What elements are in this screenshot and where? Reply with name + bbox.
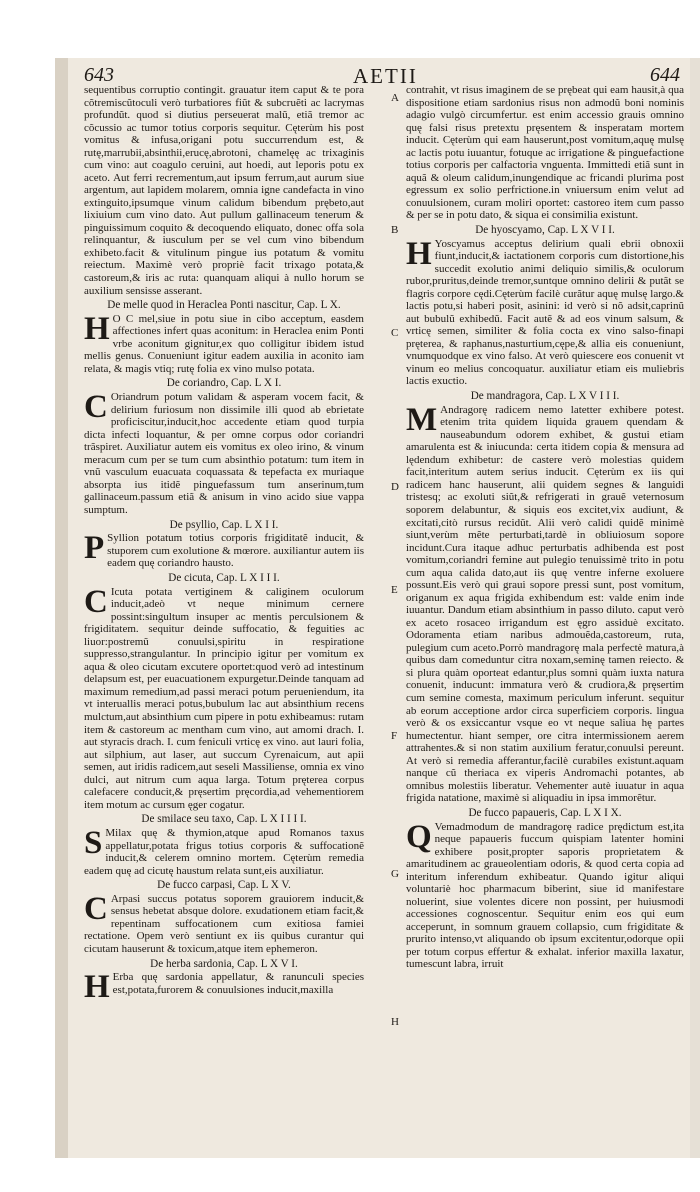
- chapter-heading: De cicuta, Cap. L X I I I.: [168, 571, 280, 584]
- drop-capital: C: [84, 890, 108, 927]
- page-edge-shadow: [690, 58, 700, 1158]
- margin-section-letter: G: [391, 868, 399, 880]
- drop-capital: C: [84, 583, 108, 620]
- paragraph-text: Andragorę radicem nemo latetter exhibere potest. etenim trita quidem liquida grauem quendam & nauseabundum odorem exhibet, & gustui etiam amarulenta est & iniucunda: certa itidem copia & mensura ad lędendum exhibetur: de castere verò molestias quidem facit,interitum autem serius inducit. Cęterùm ex iis qui radicem hanc hauserunt, alii quidem segnes & languidi tristesq; ac exoluti siũt,& refrigerati in grauẽ veternosum soporem delabuntur, & siquis eos excitet,vix audiunt, & excitati,citò rursus recidũt. Alii verò calidi quidẽ minimè siunt,verùm mẽte perturbati,tardè in obliuiosum sopore incidunt.Cura itaque adhuc perturbatis adhibenda est post vomitum,coriandri femine aut pulegio tenuissimè trito in potu cum aqua calida dato,aut iis quę ventre inferne exoluere possunt.Eis verò qui graui sopore pressi sunt, post vomitum, origanum ex aqua frigida exhibendum est: valde enim inde iuuantur. Dandum etiam absinthium in passo diluto. caput verò ex aceto rosaceo irrigandum est ęgro assiduè excitato. Odoramenta etiam naribus admouẽda,castoreum, ruta, pulegium cum aceto.Porrò mandragorę mala perfectè matura,à quibus dam comeduntur citra noxam,seminę tamen reiecto. & si plura quàm oporteat edantur,plus somni quàm iuxta natura conuenit, inducunt: immatura verò & crudiora,& pręsertim cum semine comesta, maximum periculum inferunt. sequitur ab eorum acceptione ardor circa superficiem corporis. lingua verò & os exsiccantur vsque eo vt neque saliua hę partes humectentur. hiant semper, ore citra intermissionem aerem attrahentes.& si non statim auxilium feratur,conuulsi pereunt. At verò si remedia afferantur,facilè curabiles existunt.aquam nanque cũ theriaca ex viperis Andromachi potantes, ab omnibus molestiis liberatur. Vehementer autè iuuatur in aqua frigida natatione, maximè si aliquadiu in ipsa immorẽtur.: [406, 403, 684, 805]
- paragraph-text: Milax quę & thymion,atque apud Romanos taxus appellatur,potata frigus totius corporis & suffocationẽ inducit,& celerem omnino mortem. Cęterùm remedia eadem quę ad cicutę haustum relata sunt,eis auxiliatur.: [84, 826, 364, 877]
- chapter-heading: De herba sardonia, Cap. L X V I.: [150, 957, 298, 970]
- margin-section-letter: D: [391, 481, 399, 493]
- chapter-heading: De fucco carpasi, Cap. L X V.: [157, 879, 291, 892]
- margin-section-letter: E: [391, 584, 398, 596]
- chapter-paragraph: [84, 310, 364, 376]
- drop-capital: M: [406, 401, 438, 438]
- chapter-paragraph: [406, 235, 684, 388]
- paragraph-text: Vemadmodum de mandragorę radice prędictum est,ita neque papaueris fuccum quispiam latenter homini exhibere posit,propter saporis proprietatem & amaritudinem ac graueolentiam odoris, & quod certa copia ad interitum inferendum exhibeatur. Quando igitur aliqui voluntariè hoc pharmacum biberint, siue id manifestare noluerint, siue volentes dicere non possint, per huiusmodi accessiones cognoscentur. Sequitur enim eos qui eum acceperunt, in somnum grauem collapsio, cum frigiditate & prurito intenso,vt aliquando ob ipsum excitentur,odorque opii per totum corpus effertur & exhalat. inferior maxilla laxatur, tumescunt labra, irruit: [406, 820, 684, 971]
- chapter-paragraph: [406, 401, 684, 805]
- paragraph-text: Syllion potatum totius corporis frigiditatẽ inducit, & stuporem cum exolutione & mœrore. auxiliantur autem iis eadem quę coriandro hausto.: [107, 532, 364, 570]
- margin-section-letter: H: [391, 1016, 399, 1028]
- drop-capital: C: [84, 389, 108, 426]
- paragraph-text: Icuta potata vertiginem & caliginem oculorum inducit,adeò vt neque minimum cernere possint:singultum insuper ac mentis perculsionem & frigiditatem. sequitur deinde suffocatio, & feguities ac liuor:postremũ conuulsi,spiritu in respiratione suppresso,strangulantur. In principio igitur per vomitum ex aqua & oleo cicutam excutere oportet:quod verò ad intestinum delapsum est, per euacuationem expurgetur.Deinde tanquam ad maximum remedium,ad passi meraci potum perueniendum, ita vt interuallis meraci potus,bubulum lac aut absinthium recens mulctum,aut absinthium cum pipere in potu exhibeamus: rutam item & castoreum ac mentham cum vino, aut amomi drach. I. aut styracis drach. I. cum feniculi vrticę ex vino. aut lauri folia, aut silphium, aut laser, aut succum Cyrenaicum, aut apii semen, aut iridis radicem,aut seseli Massiliense, omnia ex vino dulci, aut nitrum cum aqua larga. Totum pręterea corpus calefacere conducit,& pręsertim pręcordia,ad vehementiorem item motum ac cursum ęger cogatur.: [84, 585, 364, 811]
- drop-capital: H: [84, 310, 110, 347]
- chapter-heading: De psyllio, Cap. L X I I.: [169, 518, 279, 531]
- chapter-paragraph: [84, 824, 364, 877]
- page-gutter-shadow: [55, 58, 68, 1158]
- paragraph-text: Arpasi succus potatus soporem grauiorem inducit,& sensus hebetat absque dolore. exudationem etiam facit,& repentinam suffocationem cum exitiosa famiei rectatione. Opem verò sentiunt ex iis quibus curantur qui cicutam hauserunt & toxicum,atque item ephemeron.: [84, 892, 364, 955]
- drop-capital: Q: [406, 818, 432, 855]
- margin-section-letter: F: [391, 730, 398, 742]
- left-column: [84, 84, 364, 1006]
- chapter-heading: De fucco papaueris, Cap. L X I X.: [468, 806, 622, 819]
- paragraph: contrahit, vt risus imaginem de se prębeat qui eam hausit,à qua dispositione etiam sardonius risus non admodũ boni nominis adagio vulgò circumfertur. est enim accessio grauis omnino quę falsi risus pretextu pręsentem & insperatam mortem inducit. Cęterùm qui eam hauserunt,post vomitum,aquę mulsę ac lactis potu iuuantur, fotuque ac irrigatione & pinguefactione totius corporis per calfactoria vnguenta. Immittedi etiã sunt in aquã & oleum calidum,inungendique ac fricandi plurima post egressum ex solio perfrictione.in vniuersum enim velut ad conuulsionem, curam moliri oportet: castoreo item cum passo & per se in potu dato, & siqua ei consimilia existunt.: [406, 84, 684, 222]
- chapter-paragraph: [406, 818, 684, 971]
- running-title: AETII: [353, 64, 418, 88]
- chapter-paragraph: [84, 890, 364, 956]
- page-number-right: 644: [650, 64, 680, 86]
- chapter-paragraph: [84, 391, 364, 516]
- margin-section-letter: C: [391, 327, 399, 339]
- paragraph-text: Yoscyamus acceptus delirium quali ebrii obnoxii fiunt,inducit,& iactationem corporis cum distortione,his succedit exolutio animi deliquio similis,& oculorum rubor,pruritus,deinde tremor,suntque omnino delirii & putãt se flagris corpore cędi.Cęterùm facilè curãtur aquę mulsę largo.& lactis potu,si haberi posit, asinini: id verò si nõ adsit,caprinũ aut bubulũ exhibedũ. Facit autẽ & ad eos vinum salsum, & vrticę semen, similiter & folia cocta ex vino salso-finapi pręterea, & raphanus,nasturtium,cępe,& allia eis conueniunt, vnumquodque ex vino falso. At verò quiescere eos conuenit vt vinum eo melius concoquatur. auxiliatur etiam eis muliebris lactis exuctio.: [406, 237, 684, 388]
- margin-section-letter: A: [391, 92, 399, 104]
- chapter-heading: De mandragora, Cap. L X V I I I.: [470, 389, 620, 402]
- margin-section-letter: B: [391, 224, 399, 236]
- chapter-paragraph: [84, 583, 364, 812]
- chapter-heading: De coriandro, Cap. L X I.: [166, 377, 282, 390]
- paragraph-text: O C mel,siue in potu siue in cibo acceptum, easdem affectiones infert quas aconitum: in Heraclea enim Ponti vrbe aconitum gignitur,ex quo colligitur ibidem istud mellis genus. Conueniunt igitur eadem auxilia in aconito iam relata, & magis vtiq; rutę folia ex vino mulso potata.: [84, 312, 364, 375]
- paragraph-text: Oriandrum potum validam & asperam vocem facit, & delirium furiosum non dissimile illi quod ab ebrietate proficiscitur,inducit,hoc accedente etiam quod turpia dicta infecti loquantur, & per omne corpus odor coriandri trãspiret. Auxiliatur autem eis vomitus ex oleo irino, & vinum meracum cum per se tum cum absinthio potatum: tum item in vnũ vasculum euacuata coquassata & tepefacta ex muriaque absorpta ius itidẽ pinguefassum tum anserinum,tum gallinaceum.passum etiã & anisum in vino acido siue vappa sumptum.: [84, 391, 364, 516]
- drop-capital: S: [84, 824, 103, 861]
- chapter-heading: De hyoscyamo, Cap. L X V I I.: [475, 223, 615, 236]
- chapter-paragraph: [84, 969, 364, 1006]
- drop-capital: P: [84, 530, 105, 567]
- paragraph: sequentibus corruptio contingit. grauatur item caput & te pora cõtremiscũtoculi verò turbatiores fiũt & subcruẽti ac lacrymas profundũt. quod si diutius perseuerat malũ, etiã tremor ac cõcussio ac tumor totius corporis sequitur. Cęterùm his post vomitus & infusa,origani potu succurrendum est, & rutę,marrubii,absinthii,erucę,abrotoni, chamelęę ac trixaginis cum vino: aut coagulo ceruini, aut hoedi, aut leporis potu ex aceto. Aut ferri recrementum,aut ipsum ferrum,aut aurum siue argentum, aut lapidem molarem, omnia igne candefacta in vino extinguito,ipsumque vinum calidum bibendum prębeto,aut lixiuium cum vino dato. Aut pullum gallinaceum tenerum & pinguissimum coquito & decoquendo eliquato, donec offa sola relinquantur, & iusculum per se vel cum vino bibendum exhibeto.facit & vitulinum pingue ius potatum & vomitu reiectum. Maximè verò propriè facit trixago potata,& castoreum,& iris ac ruta: quanquam aliqui à nullo horum se auxilium sensisse asserant.: [84, 84, 364, 297]
- paragraph-text: Erba quę sardonia appellatur, & ranunculi species est,potata,furorem & conuulsiones inducit,maxilla: [112, 971, 364, 996]
- chapter-heading: De smilace seu taxo, Cap. L X I I I I.: [141, 813, 307, 826]
- right-column: [406, 84, 684, 972]
- drop-capital: H: [84, 969, 110, 1006]
- drop-capital: H: [406, 235, 432, 272]
- chapter-heading: De melle quod in Heraclea Ponti nascitur, Cap. L X.: [107, 299, 341, 312]
- chapter-paragraph: [84, 532, 364, 570]
- page-number-left: 643: [84, 64, 114, 86]
